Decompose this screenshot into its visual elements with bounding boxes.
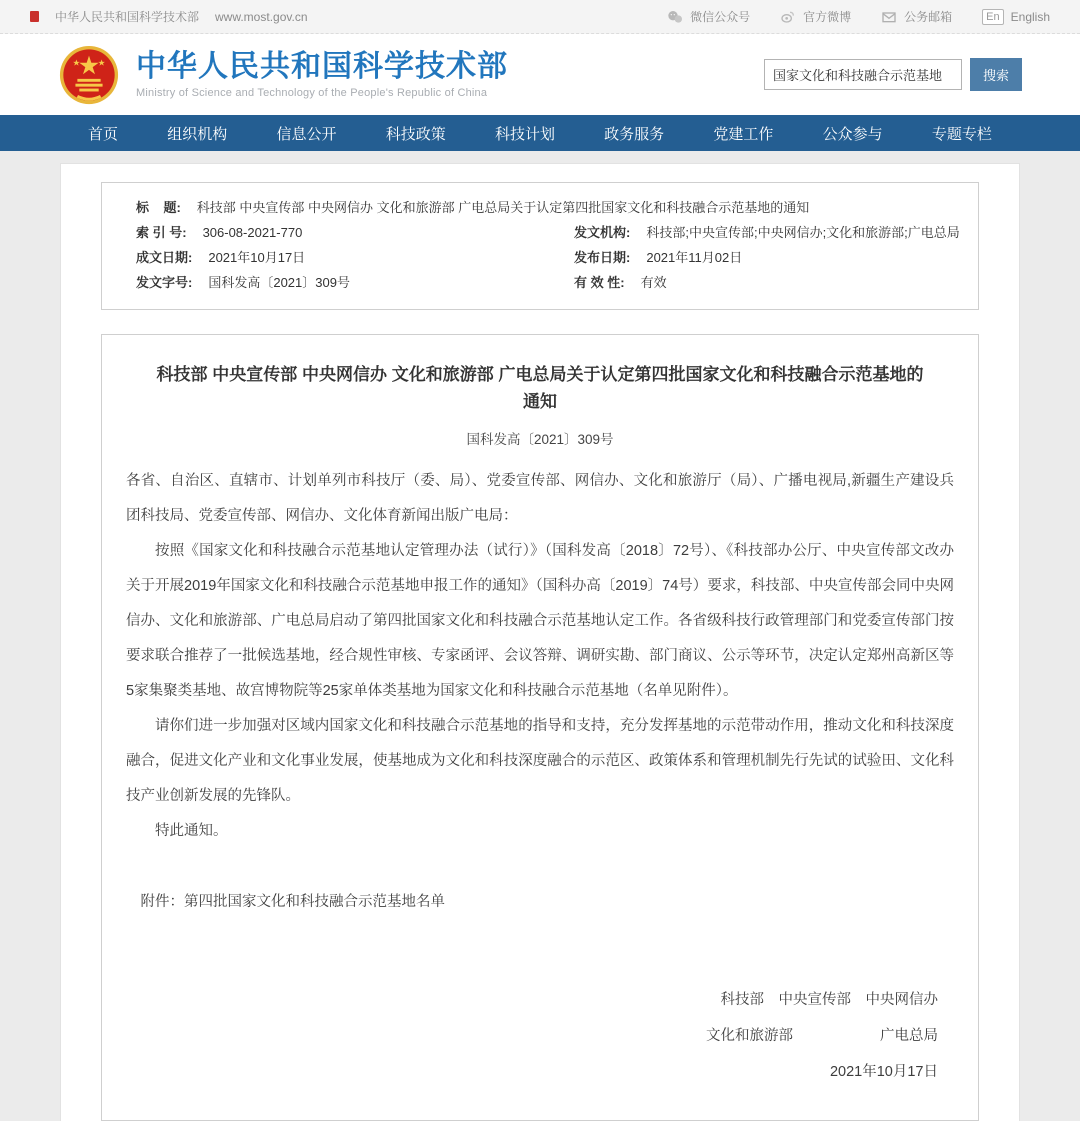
wechat-icon — [667, 9, 683, 25]
national-emblem-logo — [58, 44, 120, 106]
search-button[interactable]: 搜索 — [970, 58, 1022, 91]
document-title: 科技部 中央宣传部 中央网信办 文化和旅游部 广电总局关于认定第四批国家文化和科技融合示范基地的通知 — [156, 365, 924, 412]
mail-label: 公务邮箱 — [904, 10, 953, 24]
meta-validity-label: 有 效 性: — [574, 275, 625, 290]
english-label: English — [1010, 9, 1050, 24]
meta-title-label: 标 题: — [136, 200, 181, 215]
meta-title-value: 科技部 中央宣传部 中央网信办 文化和旅游部 广电总局关于认定第四批国家文化和科技融合示范基地的通知 — [196, 200, 810, 215]
site-header — [0, 34, 1080, 115]
meta-written-date-label: 成文日期: — [136, 250, 193, 265]
top-utility-bar — [0, 0, 1080, 34]
english-link[interactable] — [982, 9, 1050, 25]
meta-written-date-value: 2021年10月17日 — [208, 250, 306, 265]
paragraph-notice: 特此通知。 — [155, 823, 228, 840]
meta-publish-date-label: 发布日期: — [574, 250, 631, 265]
nav-item-home[interactable]: 首页 — [88, 125, 119, 143]
signature-date: 2021年10月17日 — [829, 1064, 938, 1081]
mail-link[interactable] — [881, 8, 952, 25]
nav-item-info[interactable]: 信息公开 — [276, 125, 337, 143]
meta-doc-number-value: 国科发高〔2021〕309号 — [208, 275, 350, 290]
weibo-link[interactable] — [780, 8, 851, 25]
paragraph-request: 请你们进一步加强对区域内国家文化和科技融合示范基地的指导和支持，充分发挥基地的示范带动作用，推动文化和科技深度融合，促进文化产业和文化事业发展，使基地成为文化和科技深度融合的示范区、政策体系和管理机制先行先试的试验田、文化科技产业创新发展的先锋队。 — [126, 718, 954, 805]
nav-item-services[interactable]: 政务服务 — [604, 125, 665, 143]
document-number: 国科发高〔2021〕309号 — [466, 432, 614, 448]
notice-flag-icon — [30, 11, 39, 22]
site-name: 中华人民共和国科学技术部 — [55, 10, 200, 24]
meta-issuer-value: 科技部;中央宣传部;中央网信办;文化和旅游部;广电总局 — [646, 225, 960, 240]
site-title-en: Ministry of Science and Technology of the People's Republic of China — [136, 87, 488, 99]
nav-item-special[interactable]: 专题专栏 — [931, 125, 992, 143]
main-nav — [0, 115, 1080, 151]
signature-line-1: 科技部 中央宣传部 中央网信办 — [720, 992, 938, 1009]
nav-item-org[interactable]: 组织机构 — [167, 125, 228, 143]
document-metadata-box — [101, 182, 979, 310]
search-input[interactable] — [764, 59, 962, 90]
nav-item-policy[interactable]: 科技政策 — [385, 125, 446, 143]
paragraph-basis: 按照《国家文化和科技融合示范基地认定管理办法（试行）》（国科发高〔2018〕72号）、《科技部办公厅、中央宣传部文改办关于开展2019年国家文化和科技融合示范基地申报工作的通知》（国科办高〔2019〕74号）要求，科技部、中央宣传部会同中央网信办、文化和旅游部、广电总局启动了第四批国家文化和科技融合示范基地认定工作。各省级科技行政管理部门和党委宣传部门按要求联合推荐了一批候选基地，经合规性审核、专家函评、会议答辩、调研实勘、部门商议、公示等环节，决定认定郑州高新区等5家集聚类基地、故宫博物院等25家单体类基地为国家文化和科技融合示范基地（名单见附件）。 — [126, 543, 954, 700]
wechat-link[interactable] — [667, 8, 750, 25]
site-title-cn: 中华人民共和国科学技术部 — [136, 50, 508, 83]
meta-index-label: 索 引 号: — [136, 225, 187, 240]
nav-item-public[interactable]: 公众参与 — [822, 125, 883, 143]
wechat-label: 微信公众号 — [690, 10, 751, 24]
weibo-label: 官方微博 — [803, 10, 852, 24]
weibo-icon — [780, 9, 796, 25]
search-bar — [764, 58, 1022, 91]
meta-doc-number-label: 发文字号: — [136, 275, 193, 290]
site-brand — [136, 50, 508, 99]
en-icon: En — [982, 9, 1003, 25]
meta-index-value: 306-08-2021-770 — [202, 225, 303, 240]
content-panel — [60, 163, 1020, 1121]
meta-issuer-label: 发文机构: — [574, 225, 631, 240]
paragraph-addressees: 各省、自治区、直辖市、计划单列市科技厅（委、局）、党委宣传部、网信办、文化和旅游厅（局）、广播电视局,新疆生产建设兵团科技局、党委宣传部、网信办、文化体育新闻出版广电局： — [126, 473, 954, 525]
mail-icon — [881, 9, 897, 25]
document-body-box — [101, 334, 979, 1121]
nav-item-party[interactable]: 党建工作 — [713, 125, 774, 143]
signature-block — [126, 982, 954, 1090]
meta-validity-value: 有效 — [640, 275, 667, 290]
signature-line-2: 文化和旅游部 广电总局 — [706, 1028, 938, 1045]
nav-item-programs[interactable]: 科技计划 — [494, 125, 555, 143]
attachment-line[interactable]: 附件：第四批国家文化和科技融合示范基地名单 — [140, 894, 445, 911]
site-url[interactable]: www.most.gov.cn — [215, 9, 308, 24]
document-text — [126, 464, 954, 1090]
meta-publish-date-value: 2021年11月02日 — [646, 250, 743, 265]
